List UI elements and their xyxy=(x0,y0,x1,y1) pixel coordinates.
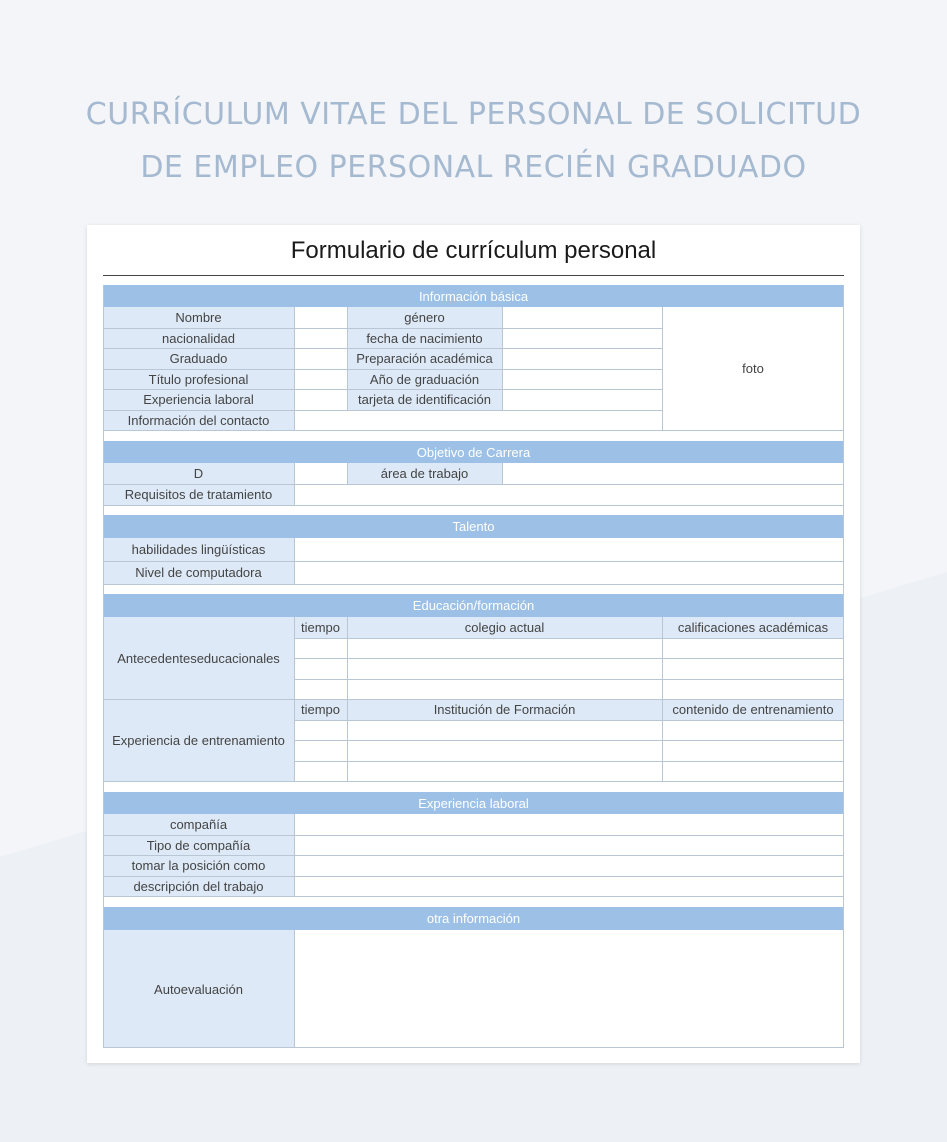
grid-line xyxy=(294,638,844,639)
section-header-other: otra información xyxy=(103,907,844,930)
field-genero[interactable] xyxy=(502,307,662,328)
edu-cell[interactable] xyxy=(662,658,844,679)
edu-cell[interactable] xyxy=(662,679,844,699)
grid-line xyxy=(843,285,844,1048)
edu-cell[interactable] xyxy=(294,658,347,679)
label-computadora: Nivel de computadora xyxy=(103,561,294,584)
page-title-line-1: CURRÍCULUM VITAE DEL PERSONAL DE SOLICITUD xyxy=(85,97,862,132)
label-nombre: Nombre xyxy=(103,307,294,328)
label-anio-graduacion: Año de graduación xyxy=(347,369,502,389)
field-autoevaluacion[interactable] xyxy=(294,930,844,1048)
field-titulo[interactable] xyxy=(294,369,347,389)
label-antecedentes: Antecedenteseducacionales xyxy=(103,617,294,699)
field-computadora[interactable] xyxy=(294,561,844,584)
grid-line xyxy=(103,781,844,782)
training-cell[interactable] xyxy=(662,740,844,761)
training-cell[interactable] xyxy=(347,720,662,740)
label-d: D xyxy=(103,463,294,484)
grid-line xyxy=(103,584,844,585)
label-idiomas: habilidades lingüísticas xyxy=(103,538,294,561)
form-title: Formulario de currículum personal xyxy=(103,235,844,276)
col-tiempo: tiempo xyxy=(294,617,347,638)
photo-box[interactable]: foto xyxy=(662,307,844,430)
grid-line xyxy=(103,348,662,349)
resume-sheet xyxy=(87,225,860,1063)
field-idiomas[interactable] xyxy=(294,538,844,561)
section-gap xyxy=(103,505,844,515)
page-title xyxy=(0,88,947,194)
label-autoevaluacion: Autoevaluación xyxy=(103,930,294,1048)
field-fecha-nacimiento[interactable] xyxy=(502,328,662,348)
grid-line xyxy=(103,430,844,431)
grid-line xyxy=(103,855,844,856)
edu-cell[interactable] xyxy=(294,679,347,699)
col-institucion: Institución de Formación xyxy=(347,699,662,720)
field-requisitos[interactable] xyxy=(294,484,844,505)
field-anio-graduacion[interactable] xyxy=(502,369,662,389)
label-requisitos: Requisitos de tratamiento xyxy=(103,484,294,505)
label-experiencia-laboral: Experiencia laboral xyxy=(103,389,294,410)
section-header-education: Educación/formación xyxy=(103,594,844,617)
grid-line xyxy=(347,307,348,410)
field-contacto[interactable] xyxy=(294,410,662,430)
grid-line xyxy=(103,835,844,836)
grid-line xyxy=(103,876,844,877)
section-gap xyxy=(103,781,844,792)
field-posicion[interactable] xyxy=(294,855,844,876)
edu-cell[interactable] xyxy=(347,658,662,679)
training-cell[interactable] xyxy=(347,740,662,761)
field-d[interactable] xyxy=(294,463,347,484)
label-genero: género xyxy=(347,307,502,328)
grid-line xyxy=(103,410,662,411)
label-graduado: Graduado xyxy=(103,348,294,369)
edu-cell[interactable] xyxy=(347,638,662,658)
grid-line xyxy=(294,930,295,1048)
section-header-work: Experiencia laboral xyxy=(103,792,844,814)
training-cell[interactable] xyxy=(294,720,347,740)
edu-cell[interactable] xyxy=(347,679,662,699)
grid-line xyxy=(502,463,503,484)
label-area-trabajo: área de trabajo xyxy=(347,463,502,484)
label-descripcion: descripción del trabajo xyxy=(103,876,294,896)
training-cell[interactable] xyxy=(294,740,347,761)
field-graduado[interactable] xyxy=(294,348,347,369)
label-preparacion: Preparación académica xyxy=(347,348,502,369)
grid-line xyxy=(294,679,844,680)
grid-line xyxy=(294,740,844,741)
label-nacionalidad: nacionalidad xyxy=(103,328,294,348)
grid-line xyxy=(103,561,844,562)
label-compania: compañía xyxy=(103,814,294,835)
label-titulo: Título profesional xyxy=(103,369,294,389)
grid-line xyxy=(103,369,662,370)
grid-line xyxy=(103,484,844,485)
section-gap xyxy=(103,896,844,907)
grid-line xyxy=(662,307,663,430)
edu-cell[interactable] xyxy=(662,638,844,658)
label-posicion: tomar la posición como xyxy=(103,855,294,876)
field-tarjeta[interactable] xyxy=(502,389,662,410)
col-tiempo-2: tiempo xyxy=(294,699,347,720)
field-nacionalidad[interactable] xyxy=(294,328,347,348)
field-compania[interactable] xyxy=(294,814,844,835)
section-header-talent: Talento xyxy=(103,515,844,538)
grid-line xyxy=(103,505,844,506)
section-gap xyxy=(103,584,844,594)
label-contacto: Información del contacto xyxy=(103,410,294,430)
grid-line xyxy=(294,658,844,659)
grid-line xyxy=(103,328,662,329)
grid-line xyxy=(103,896,844,897)
edu-cell[interactable] xyxy=(294,638,347,658)
grid-line xyxy=(103,699,844,700)
training-cell[interactable] xyxy=(662,761,844,781)
resume-form-grid xyxy=(103,285,844,1048)
field-nombre[interactable] xyxy=(294,307,347,328)
grid-line xyxy=(347,463,348,484)
grid-line xyxy=(103,1047,844,1048)
col-contenido: contenido de entrenamiento xyxy=(662,699,844,720)
field-descripcion[interactable] xyxy=(294,876,844,896)
section-header-career: Objetivo de Carrera xyxy=(103,441,844,463)
section-gap xyxy=(103,430,844,441)
grid-line xyxy=(103,285,104,1048)
field-tipo-compania[interactable] xyxy=(294,835,844,855)
field-area-trabajo[interactable] xyxy=(502,463,844,484)
training-cell[interactable] xyxy=(662,720,844,740)
col-colegio: colegio actual xyxy=(347,617,662,638)
field-preparacion[interactable] xyxy=(502,348,662,369)
training-cell[interactable] xyxy=(294,761,347,781)
label-tarjeta: tarjeta de identificación xyxy=(347,389,502,410)
grid-line xyxy=(294,720,844,721)
page-title-line-2: DE EMPLEO PERSONAL RECIÉN GRADUADO xyxy=(140,150,807,185)
section-header-basic: Información básica xyxy=(103,285,844,307)
col-calificaciones: calificaciones académicas xyxy=(662,617,844,638)
grid-line xyxy=(502,307,503,410)
label-fecha-nacimiento: fecha de nacimiento xyxy=(347,328,502,348)
field-experiencia-laboral[interactable] xyxy=(294,389,347,410)
label-entrenamiento: Experiencia de entrenamiento xyxy=(103,699,294,781)
training-cell[interactable] xyxy=(347,761,662,781)
grid-line xyxy=(103,389,662,390)
grid-line xyxy=(294,761,844,762)
label-tipo-compania: Tipo de compañía xyxy=(103,835,294,855)
